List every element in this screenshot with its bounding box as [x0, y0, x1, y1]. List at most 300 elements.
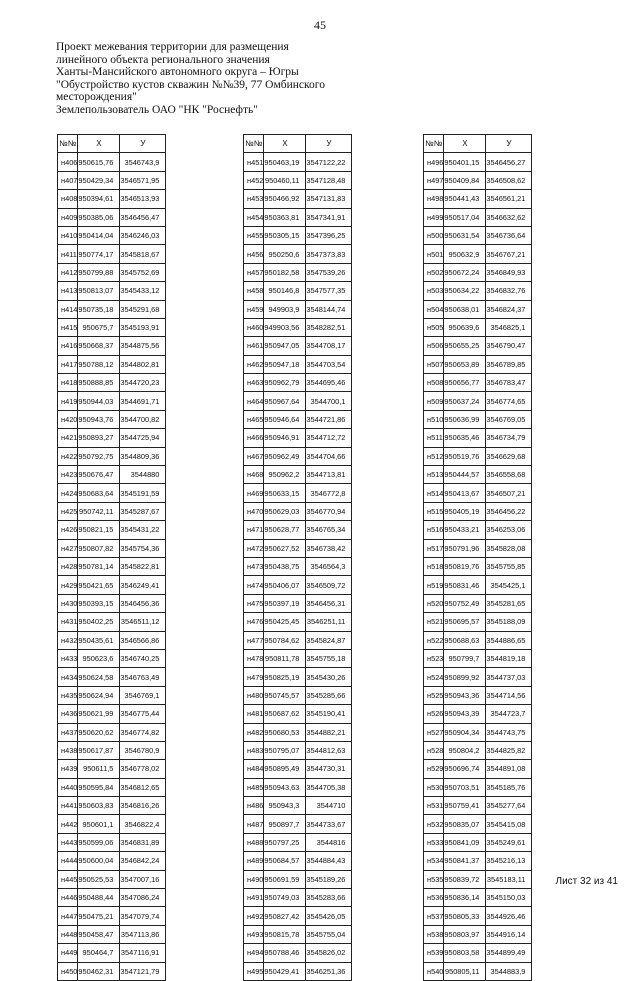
table-row [424, 815, 532, 833]
point-number: н462 [244, 355, 264, 373]
coord-y: 3546507,21 [486, 484, 532, 502]
point-number: н483 [244, 741, 264, 759]
coord-y: 3547341,91 [306, 208, 352, 226]
coord-x: 950759,41 [444, 797, 486, 815]
coord-y: 3544695,46 [306, 374, 352, 392]
coord-x: 950947,05 [264, 337, 306, 355]
coord-y: 3544926,46 [486, 907, 532, 925]
point-number: н458 [244, 282, 264, 300]
table-row [58, 153, 166, 171]
header-line: линейного объекта регионального значения [56, 53, 270, 66]
coord-x: 950735,18 [78, 300, 120, 318]
coord-y: 3546508,62 [486, 171, 532, 189]
coord-y: 3545183,11 [486, 870, 532, 888]
table-row [58, 337, 166, 355]
point-number: н524 [424, 668, 444, 686]
coord-y: 3547128,48 [306, 171, 352, 189]
point-number: н472 [244, 539, 264, 557]
point-number: н470 [244, 502, 264, 520]
coord-x: 950409,84 [444, 171, 486, 189]
point-number: н487 [244, 815, 264, 833]
coord-y: 3546456,36 [120, 594, 166, 612]
coord-x: 950943,76 [78, 410, 120, 428]
table-row [244, 852, 352, 870]
coord-y: 3544713,81 [306, 466, 352, 484]
coord-y: 3544721,86 [306, 410, 352, 428]
point-number: н440 [58, 778, 78, 796]
point-number: н450 [58, 962, 78, 980]
table-row [244, 741, 352, 759]
coord-y: 3548282,51 [306, 318, 352, 336]
point-number: н436 [58, 705, 78, 723]
coord-y: 3546767,21 [486, 245, 532, 263]
point-number: н495 [244, 962, 264, 980]
column-header-x: X [444, 135, 486, 153]
coord-x: 950946,91 [264, 429, 306, 447]
point-number: н491 [244, 889, 264, 907]
coord-x: 950595,84 [78, 778, 120, 796]
coord-x: 950519,76 [444, 447, 486, 465]
coord-y: 3544733,67 [306, 815, 352, 833]
table-row [244, 870, 352, 888]
column-header-y: У [120, 135, 166, 153]
coord-x: 950696,74 [444, 760, 486, 778]
table-header-row [58, 135, 166, 153]
point-number: н503 [424, 282, 444, 300]
coord-y: 3547122,22 [306, 153, 352, 171]
coord-x: 950805,33 [444, 907, 486, 925]
table-row [58, 741, 166, 759]
table-row [244, 208, 352, 226]
coord-x: 950799,88 [78, 263, 120, 281]
coord-x: 950632,9 [444, 245, 486, 263]
coord-y: 3546790,47 [486, 337, 532, 355]
coord-x: 950680,53 [264, 723, 306, 741]
coord-x: 950668,37 [78, 337, 120, 355]
coord-x: 950393,15 [78, 594, 120, 612]
coord-x: 950841,09 [444, 833, 486, 851]
table-row [424, 833, 532, 851]
coord-x: 950603,83 [78, 797, 120, 815]
coord-x: 950799,7 [444, 649, 486, 667]
coord-y: 3547577,35 [306, 282, 352, 300]
coord-x: 950444,57 [444, 466, 486, 484]
coord-y: 3546734,79 [486, 429, 532, 447]
coord-y: 3544700,1 [306, 392, 352, 410]
point-number: н464 [244, 392, 264, 410]
coord-x: 950406,07 [264, 576, 306, 594]
point-number: н441 [58, 797, 78, 815]
coord-x: 950815,78 [264, 925, 306, 943]
column-header-num: №№ [58, 135, 78, 153]
table-row [424, 613, 532, 631]
coord-y: 3544705,38 [306, 778, 352, 796]
table-row [58, 521, 166, 539]
point-number: н463 [244, 374, 264, 392]
coord-x: 950943,39 [444, 705, 486, 723]
coord-y: 3544816 [306, 833, 352, 851]
table-row [58, 539, 166, 557]
point-number: н517 [424, 539, 444, 557]
coord-x: 950464,7 [78, 944, 120, 962]
point-number: н531 [424, 797, 444, 815]
table-row [58, 171, 166, 189]
table-row [424, 723, 532, 741]
coord-x: 950475,21 [78, 907, 120, 925]
table-row [424, 355, 532, 373]
coord-x: 950781,14 [78, 557, 120, 575]
table-row [424, 521, 532, 539]
coord-x: 950305,15 [264, 226, 306, 244]
coord-y: 3545190,41 [306, 705, 352, 723]
coord-y: 3544819,18 [486, 649, 532, 667]
table-row [244, 944, 352, 962]
coord-y: 3544883,9 [486, 962, 532, 980]
point-number: н526 [424, 705, 444, 723]
point-number: н498 [424, 190, 444, 208]
coord-y: 3544708,17 [306, 337, 352, 355]
coord-x: 950749,03 [264, 889, 306, 907]
coord-x: 949903,56 [264, 318, 306, 336]
coord-x: 950819,76 [444, 557, 486, 575]
point-number: н539 [424, 944, 444, 962]
point-number: н418 [58, 374, 78, 392]
point-number: н534 [424, 852, 444, 870]
coord-y: 3545150,03 [486, 889, 532, 907]
table-row [424, 447, 532, 465]
coord-x: 950791,96 [444, 539, 486, 557]
coord-y: 3546789,85 [486, 355, 532, 373]
table-row [244, 484, 352, 502]
point-number: н525 [424, 686, 444, 704]
table-row [244, 723, 352, 741]
point-number: н515 [424, 502, 444, 520]
coord-y: 3547007,16 [120, 870, 166, 888]
coord-y: 3546571,95 [120, 171, 166, 189]
point-number: н528 [424, 741, 444, 759]
coord-x: 950821,15 [78, 521, 120, 539]
point-number: н527 [424, 723, 444, 741]
point-number: н424 [58, 484, 78, 502]
coord-y: 3544723,7 [486, 705, 532, 723]
point-number: н535 [424, 870, 444, 888]
coord-x: 950691,59 [264, 870, 306, 888]
coord-x: 950433,21 [444, 521, 486, 539]
point-number: н533 [424, 833, 444, 851]
coord-y: 3546774,65 [486, 392, 532, 410]
coord-y: 3546812,65 [120, 778, 166, 796]
table-row [244, 907, 352, 925]
point-number: н448 [58, 925, 78, 943]
table-row [424, 226, 532, 244]
point-number: н408 [58, 190, 78, 208]
table-row [244, 226, 352, 244]
coord-y: 3546740,25 [120, 649, 166, 667]
coord-x: 950611,5 [78, 760, 120, 778]
coord-y: 3544802,81 [120, 355, 166, 373]
table-row [424, 594, 532, 612]
point-number: н425 [58, 502, 78, 520]
table-header-row [244, 135, 352, 153]
table-row [244, 300, 352, 318]
coord-x: 950943,36 [444, 686, 486, 704]
coord-x: 950601,1 [78, 815, 120, 833]
table-row [58, 925, 166, 943]
point-number: н468 [244, 466, 264, 484]
coord-y: 3544812,63 [306, 741, 352, 759]
point-number: н429 [58, 576, 78, 594]
coord-y: 3546561,21 [486, 190, 532, 208]
coord-x: 950402,25 [78, 613, 120, 631]
coord-y: 3546780,9 [120, 741, 166, 759]
table-row [424, 925, 532, 943]
coord-y: 3548144,74 [306, 300, 352, 318]
point-number: н522 [424, 631, 444, 649]
table-row [58, 300, 166, 318]
coord-y: 3547121,79 [120, 962, 166, 980]
point-number: н435 [58, 686, 78, 704]
point-number: н411 [58, 245, 78, 263]
table-row [424, 263, 532, 281]
coord-x: 950813,07 [78, 282, 120, 300]
coord-x: 950634,22 [444, 282, 486, 300]
point-number: н523 [424, 649, 444, 667]
table-row [424, 870, 532, 888]
table-row [58, 870, 166, 888]
table-row [58, 889, 166, 907]
table-row [244, 466, 352, 484]
coord-x: 950621,99 [78, 705, 120, 723]
coord-y: 3546566,86 [120, 631, 166, 649]
table-row [58, 705, 166, 723]
point-number: н496 [424, 153, 444, 171]
coord-y: 3546822,4 [120, 815, 166, 833]
coord-x: 950807,82 [78, 539, 120, 557]
coord-y: 3545291,68 [120, 300, 166, 318]
table-row [58, 907, 166, 925]
coord-y: 3545287,67 [120, 502, 166, 520]
table-row [58, 429, 166, 447]
coord-x: 950811,78 [264, 649, 306, 667]
coord-x: 950637,24 [444, 392, 486, 410]
coord-y: 3544700,82 [120, 410, 166, 428]
table-row [424, 907, 532, 925]
table-row [244, 282, 352, 300]
point-number: н508 [424, 374, 444, 392]
table-row [244, 263, 352, 281]
point-number: н416 [58, 337, 78, 355]
coord-y: 3546511,12 [120, 613, 166, 631]
coord-x: 950385,06 [78, 208, 120, 226]
point-number: н461 [244, 337, 264, 355]
coord-y: 3545824,87 [306, 631, 352, 649]
coord-x: 950792,75 [78, 447, 120, 465]
point-number: н437 [58, 723, 78, 741]
column-header-x: X [78, 135, 120, 153]
coord-y: 3545283,66 [306, 889, 352, 907]
table-row [58, 815, 166, 833]
coord-x: 950466,92 [264, 190, 306, 208]
coord-y: 3545754,36 [120, 539, 166, 557]
table-row [58, 466, 166, 484]
coord-y: 3547131,83 [306, 190, 352, 208]
table-row [58, 668, 166, 686]
coord-y: 3546509,72 [306, 576, 352, 594]
table-row [58, 649, 166, 667]
table-row [244, 760, 352, 778]
table-row [244, 797, 352, 815]
coord-y: 3546825,1 [486, 318, 532, 336]
coord-x: 950897,7 [264, 815, 306, 833]
table-row [424, 171, 532, 189]
coord-x: 950745,57 [264, 686, 306, 704]
table-row [424, 631, 532, 649]
coord-y: 3544704,66 [306, 447, 352, 465]
page-number: 45 [314, 18, 326, 32]
point-number: н521 [424, 613, 444, 631]
table-row [58, 557, 166, 575]
coord-x: 950182,58 [264, 263, 306, 281]
table-row [244, 355, 352, 373]
table-row [424, 153, 532, 171]
table-row [244, 833, 352, 851]
table-row [244, 649, 352, 667]
point-number: н438 [58, 741, 78, 759]
point-number: н532 [424, 815, 444, 833]
coord-x: 950947,18 [264, 355, 306, 373]
coord-x: 950401,15 [444, 153, 486, 171]
coord-y: 3546769,1 [120, 686, 166, 704]
coord-y: 3545277,64 [486, 797, 532, 815]
point-number: н513 [424, 466, 444, 484]
coord-x: 949903,9 [264, 300, 306, 318]
table-row [58, 778, 166, 796]
coord-x: 950624,94 [78, 686, 120, 704]
table-row [244, 374, 352, 392]
coord-x: 950463,19 [264, 153, 306, 171]
table-row [58, 282, 166, 300]
table-row [244, 447, 352, 465]
coord-x: 950639,6 [444, 318, 486, 336]
coord-y: 3546824,37 [486, 300, 532, 318]
table-row [58, 686, 166, 704]
point-number: н500 [424, 226, 444, 244]
coord-x: 950835,07 [444, 815, 486, 833]
coord-y: 3544875,56 [120, 337, 166, 355]
table-row [244, 778, 352, 796]
document-header [56, 41, 356, 116]
point-number: н502 [424, 263, 444, 281]
table-row [244, 705, 352, 723]
coord-x: 950684,57 [264, 852, 306, 870]
coord-y: 3546632,62 [486, 208, 532, 226]
coord-y: 3546816,26 [120, 797, 166, 815]
table-row [58, 760, 166, 778]
coord-x: 950628,77 [264, 521, 306, 539]
coord-x: 950525,53 [78, 870, 120, 888]
point-number: н474 [244, 576, 264, 594]
coord-y: 3546765,34 [306, 521, 352, 539]
coord-y: 3545431,22 [120, 521, 166, 539]
point-number: н475 [244, 594, 264, 612]
table-row [424, 502, 532, 520]
table-body [58, 153, 166, 981]
coord-x: 950413,67 [444, 484, 486, 502]
point-number: н419 [58, 392, 78, 410]
table-row [244, 613, 352, 631]
coord-y: 3544725,94 [120, 429, 166, 447]
point-number: н459 [244, 300, 264, 318]
header-line: Землепользователь ОАО "НК "Роснефть" [56, 103, 258, 116]
point-number: н407 [58, 171, 78, 189]
point-number: н445 [58, 870, 78, 888]
coord-x: 950804,2 [444, 741, 486, 759]
table-header-row [424, 135, 532, 153]
table-row [58, 613, 166, 631]
point-number: н540 [424, 962, 444, 980]
coord-x: 950825,19 [264, 668, 306, 686]
point-number: н494 [244, 944, 264, 962]
coord-x: 950904,34 [444, 723, 486, 741]
coord-y: 3546831,89 [120, 833, 166, 851]
coord-x: 950623,6 [78, 649, 120, 667]
coord-y: 3544720,23 [120, 374, 166, 392]
point-number: н420 [58, 410, 78, 428]
table-row [244, 557, 352, 575]
coord-x: 950752,49 [444, 594, 486, 612]
point-number: н466 [244, 429, 264, 447]
point-number: н412 [58, 263, 78, 281]
point-number: н536 [424, 889, 444, 907]
table-body [244, 153, 352, 981]
table-row [244, 153, 352, 171]
coord-x: 950774,17 [78, 245, 120, 263]
point-number: н446 [58, 889, 78, 907]
coord-x: 950429,41 [264, 962, 306, 980]
table-row [424, 392, 532, 410]
table-row [58, 594, 166, 612]
table-row [424, 410, 532, 428]
coord-x: 950635,46 [444, 429, 486, 447]
coord-x: 950488,44 [78, 889, 120, 907]
coord-y: 3546246,03 [120, 226, 166, 244]
coord-y: 3546769,05 [486, 410, 532, 428]
coord-x: 950703,51 [444, 778, 486, 796]
table-row [58, 576, 166, 594]
coord-x: 950421,65 [78, 576, 120, 594]
point-number: н432 [58, 631, 78, 649]
coord-x: 950803,58 [444, 944, 486, 962]
table-row [58, 226, 166, 244]
coord-y: 3544712,72 [306, 429, 352, 447]
coord-y: 3547539,26 [306, 263, 352, 281]
coord-y: 3545755,85 [486, 557, 532, 575]
coord-x: 950899,92 [444, 668, 486, 686]
coord-y: 3544825,82 [486, 741, 532, 759]
table-row [58, 245, 166, 263]
coord-x: 950462,31 [78, 962, 120, 980]
coord-x: 950620,62 [78, 723, 120, 741]
table-row [424, 374, 532, 392]
coord-x: 950831,46 [444, 576, 486, 594]
coord-y: 3544880 [120, 466, 166, 484]
coord-y: 3546456,22 [486, 502, 532, 520]
coord-x: 950615,76 [78, 153, 120, 171]
point-number: н460 [244, 318, 264, 336]
table-body [424, 153, 532, 981]
coord-x: 950946,64 [264, 410, 306, 428]
coord-x: 950600,04 [78, 852, 120, 870]
